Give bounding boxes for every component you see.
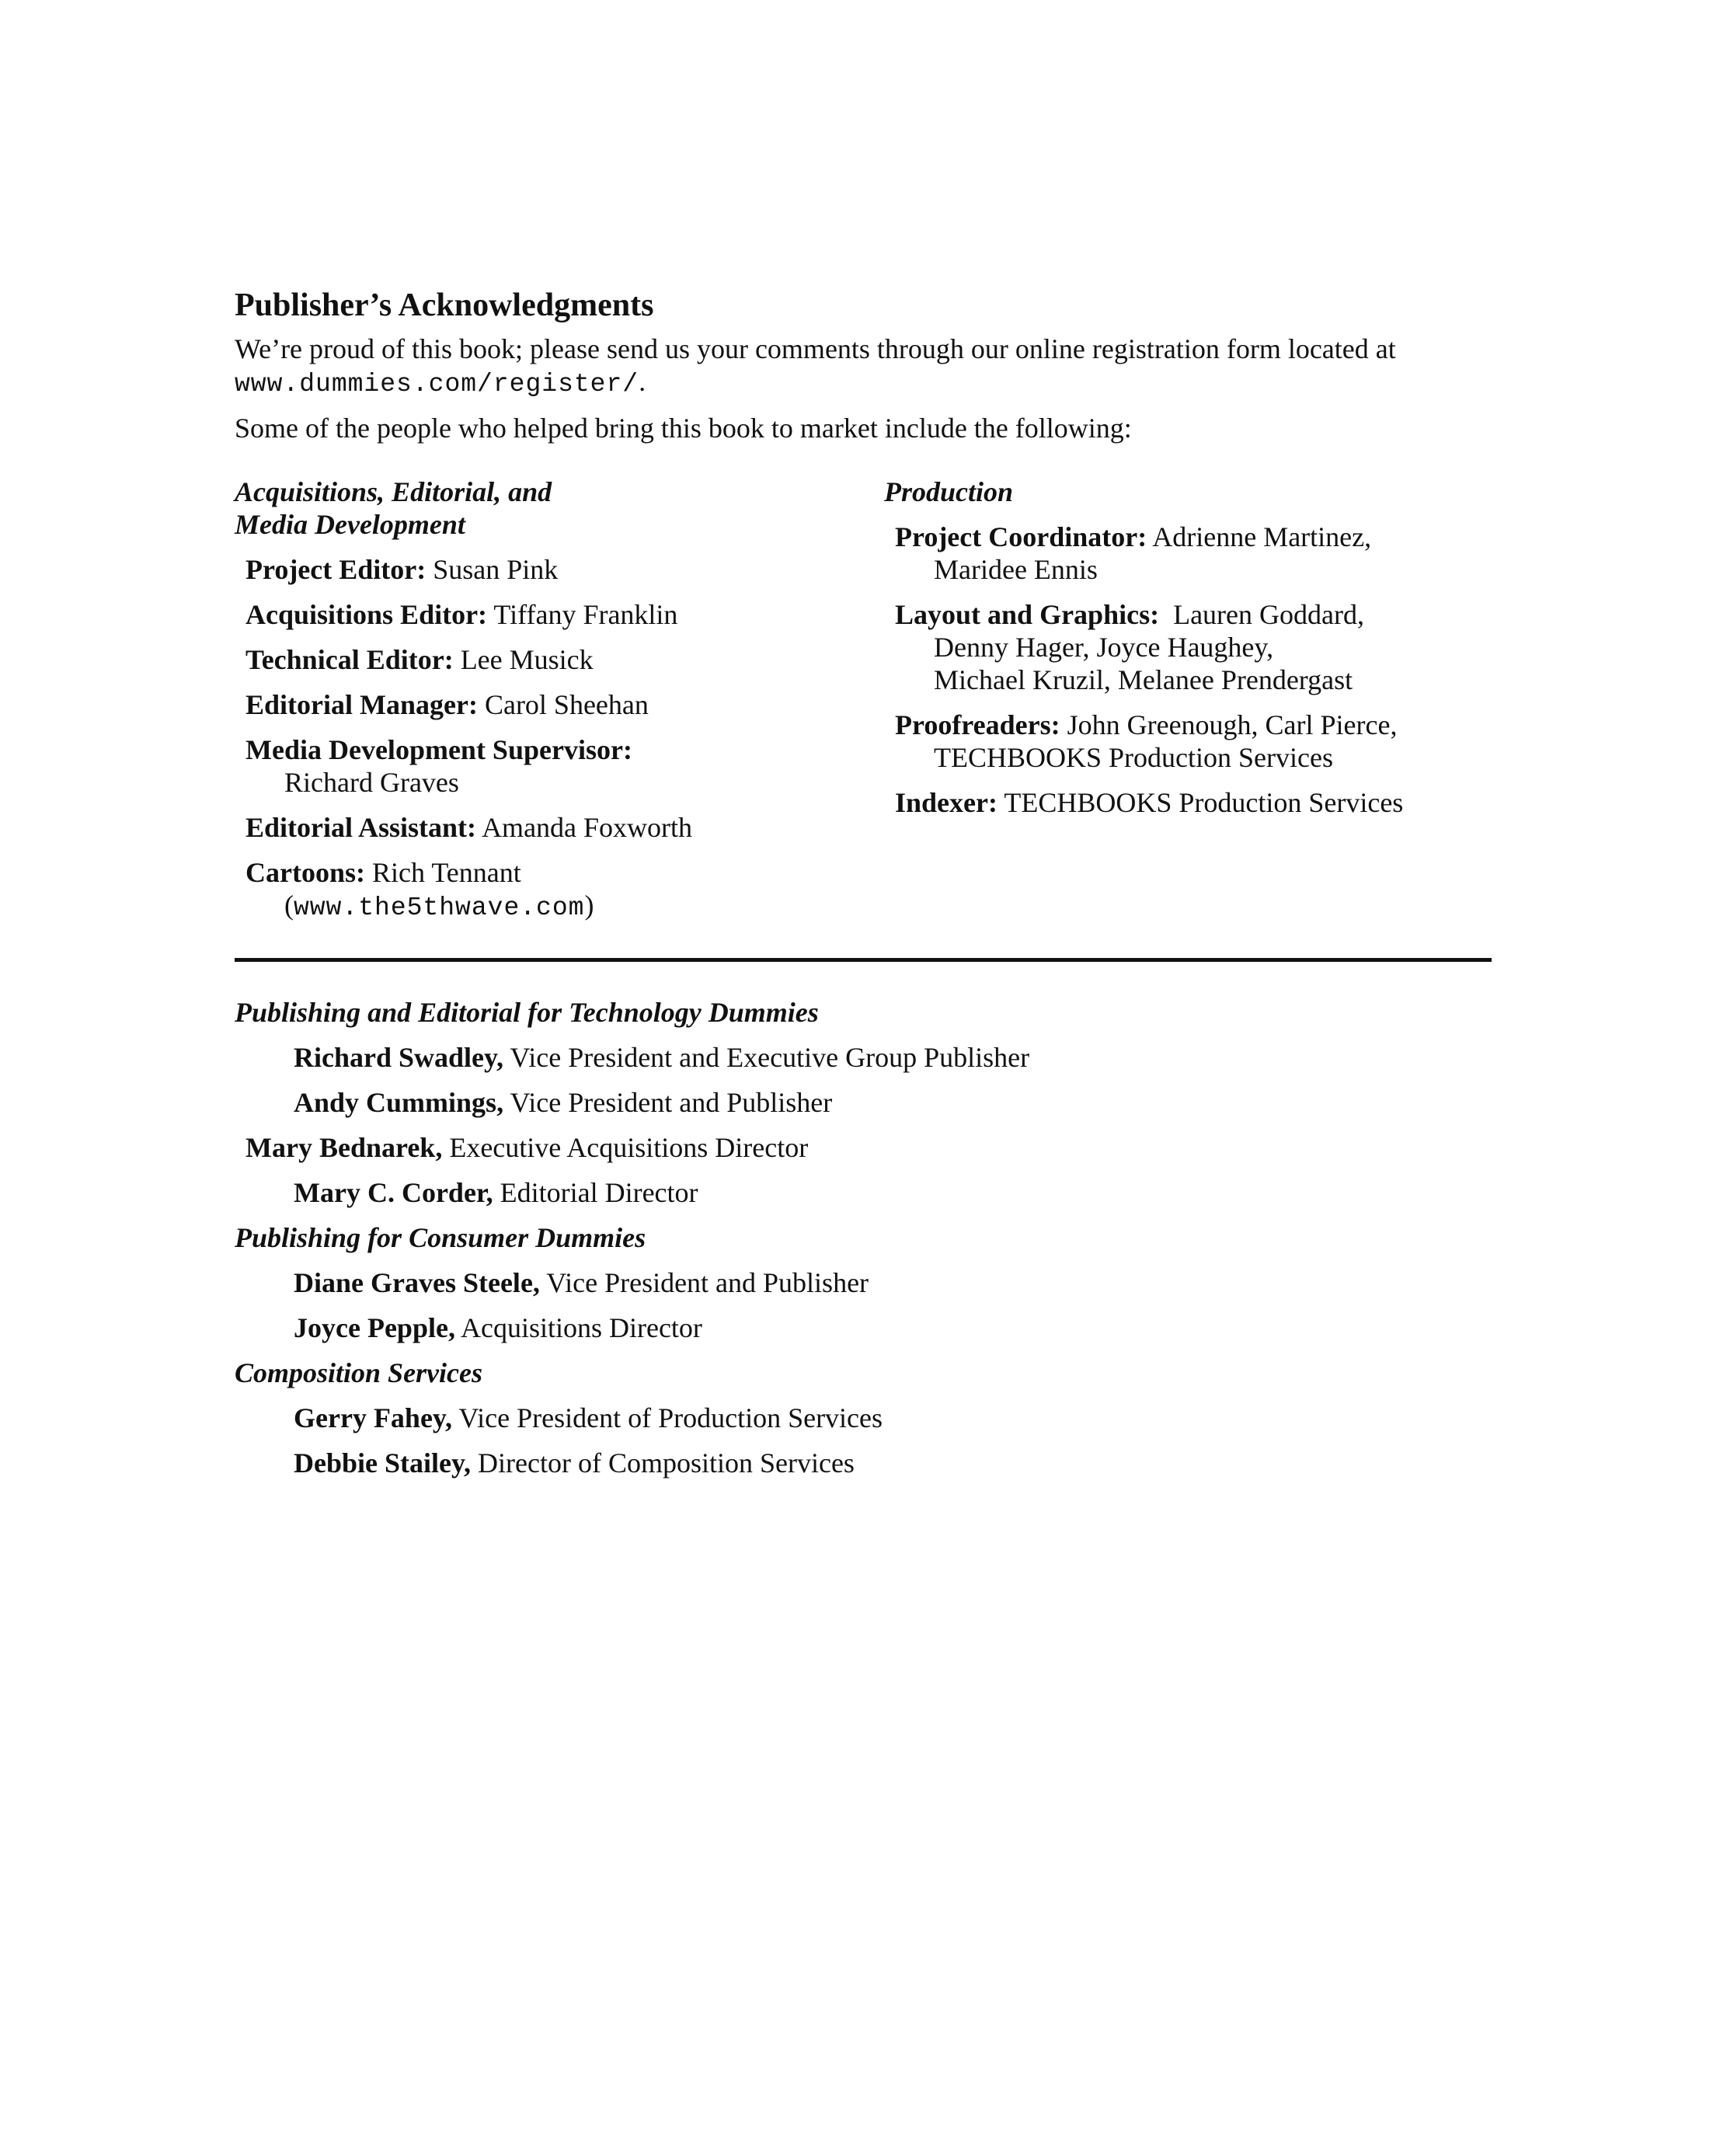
person-name: Mary C. Corder, — [294, 1177, 493, 1208]
credit-layout-graphics — [884, 598, 1521, 696]
production-heading: Production — [884, 476, 1014, 507]
credit-name: TECHBOOKS Production Services — [934, 742, 1333, 773]
credit-indexer — [884, 786, 1521, 819]
person-title: Vice President and Publisher — [510, 1087, 833, 1118]
credit-media-dev-supervisor — [235, 733, 856, 799]
credit-name: TECHBOOKS Production Services — [1004, 787, 1404, 818]
acquisitions-column — [235, 475, 856, 937]
person-title: Vice President and Publisher — [546, 1267, 869, 1298]
consumer-dummies-heading: Publishing for Consumer Dummies — [235, 1222, 646, 1253]
list-item — [235, 1266, 1509, 1299]
credit-name: Susan Pink — [433, 554, 559, 585]
person-title: Vice President and Executive Group Publisher — [510, 1042, 1030, 1073]
credit-project-editor — [235, 553, 856, 586]
person-title: Director of Composition Services — [478, 1447, 855, 1479]
publishing-credits — [235, 996, 1509, 1492]
person-title: Vice President of Production Services — [458, 1402, 883, 1433]
list-item — [235, 1447, 1509, 1479]
register-url[interactable]: www.dummies.com/register/ — [235, 370, 639, 399]
person-name: Debbie Stailey, — [294, 1447, 472, 1479]
credit-editorial-manager — [235, 688, 856, 721]
person-title: Executive Acquisitions Director — [449, 1132, 809, 1163]
acquisitions-heading — [235, 475, 856, 541]
person-name: Joyce Pepple, — [294, 1312, 455, 1343]
intro-text: We’re proud of this book; please send us your comments through our online registration form located at — [235, 333, 1396, 364]
acquisitions-heading-line2: Media Development — [235, 509, 465, 540]
credit-role: Cartoons: — [245, 857, 365, 888]
list-item — [235, 1176, 1509, 1209]
horizontal-divider — [235, 958, 1492, 962]
credit-project-coordinator — [884, 521, 1521, 586]
list-item — [235, 1131, 1509, 1164]
production-column — [884, 475, 1521, 831]
person-name: Gerry Fahey, — [294, 1402, 452, 1433]
credit-role: Media Development Supervisor: — [245, 734, 632, 765]
person-name: Mary Bednarek, — [245, 1132, 443, 1163]
credit-role: Project Coordinator: — [895, 521, 1147, 552]
credit-name: Richard Graves — [284, 767, 459, 798]
credit-role: Acquisitions Editor: — [245, 599, 488, 630]
composition-services-heading: Composition Services — [235, 1357, 483, 1388]
list-item — [235, 1402, 1509, 1434]
credit-role: Editorial Assistant: — [245, 812, 477, 843]
credit-name: John Greenough, Carl Pierce, — [1067, 709, 1398, 740]
credit-name: Amanda Foxworth — [482, 812, 693, 843]
list-item — [235, 1041, 1509, 1074]
credit-acquisitions-editor — [235, 598, 856, 631]
cartoons-url[interactable]: www.the5thwave.com — [294, 893, 585, 922]
person-name: Richard Swadley, — [294, 1042, 504, 1073]
person-title: Editorial Director — [500, 1177, 698, 1208]
intro-paragraph — [235, 333, 1509, 401]
credit-role: Layout and Graphics: — [895, 599, 1160, 630]
tech-dummies-heading: Publishing and Editorial for Technology Dummies — [235, 997, 819, 1028]
credit-name: Lee Musick — [460, 644, 594, 675]
credit-technical-editor — [235, 643, 856, 676]
credit-name: Lauren Goddard, — [1173, 599, 1364, 630]
page-title: Publisher’s Acknowledgments — [235, 287, 654, 323]
credit-role: Editorial Manager: — [245, 689, 478, 720]
list-item — [235, 1086, 1509, 1119]
credit-name: Rich Tennant — [371, 857, 521, 888]
credit-role: Proofreaders: — [895, 709, 1060, 740]
credit-name: Carol Sheehan — [484, 689, 649, 720]
credit-name: Adrienne Martinez, — [1152, 521, 1372, 552]
acquisitions-heading-line1: Acquisitions, Editorial, and — [235, 476, 552, 507]
credit-role: Project Editor: — [245, 554, 427, 585]
credit-name: Michael Kruzil, Melanee Prendergast — [934, 664, 1353, 695]
person-name: Diane Graves Steele, — [294, 1267, 540, 1298]
credit-role: Indexer: — [895, 787, 998, 818]
person-name: Andy Cummings, — [294, 1087, 504, 1118]
credit-proofreaders — [884, 709, 1521, 774]
credit-role: Technical Editor: — [245, 644, 454, 675]
person-title: Acquisitions Director — [460, 1312, 702, 1343]
intro-paragraph-2: Some of the people who helped bring this book to market include the following: — [235, 413, 1132, 444]
credit-cartoons: Cartoons: Rich Tennant (www.the5thwave.com) — [245, 857, 594, 922]
credit-name: Denny Hager, Joyce Haughey, — [934, 632, 1274, 663]
credit-name: Tiffany Franklin — [493, 599, 678, 630]
intro-text-end: . — [639, 366, 646, 397]
list-item — [235, 1311, 1509, 1344]
credit-name: Maridee Ennis — [934, 554, 1098, 585]
credit-editorial-assistant — [235, 811, 856, 844]
